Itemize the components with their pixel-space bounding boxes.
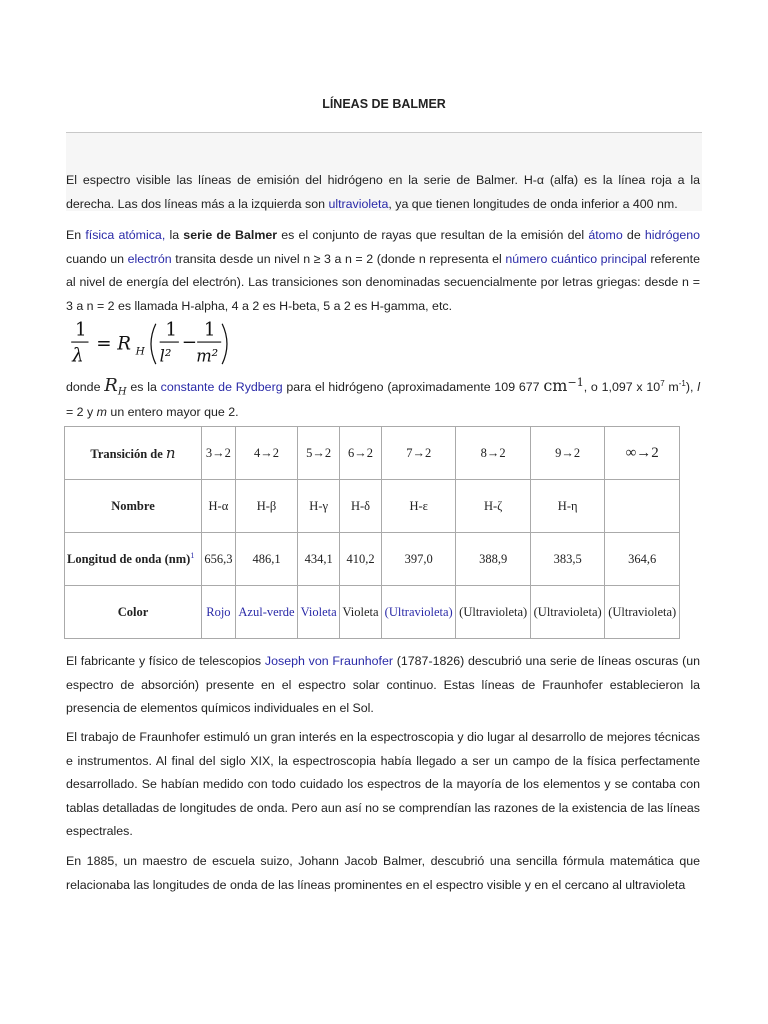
table-cell: 5→2	[298, 427, 340, 480]
intro-text: de	[622, 228, 645, 242]
table-cell: ∞→2	[605, 427, 680, 480]
color-link-violeta[interactable]: Violeta	[298, 586, 340, 639]
row-header-color: Color	[65, 586, 202, 639]
link-numero-cuantico[interactable]: número cuántico principal	[505, 251, 647, 266]
table-cell: H-γ	[298, 480, 340, 533]
intro-bold-term: serie de Balmer	[183, 228, 278, 242]
table-cell: (Ultravioleta)	[456, 586, 530, 639]
balmer-1885-paragraph: En 1885, un maestro de escuela suizo, Johann Jacob Balmer, descubrió una sencilla fórmula matemática que relacionaba las longitudes de onda de las líneas prominentes en el espectro visible y en el cercano al ultravioleta	[66, 854, 700, 892]
intro-text: la	[165, 228, 184, 242]
table-cell: 9→2	[530, 427, 604, 480]
table-cell: 388,9	[456, 533, 530, 586]
rh-subscript: H	[117, 386, 127, 398]
formula-minus: −	[181, 331, 198, 353]
rydberg-text: m	[664, 380, 679, 394]
table-cell: Violeta	[340, 586, 382, 639]
fraunhofer-text: El fabricante y físico de telescopios	[66, 654, 265, 668]
image-caption	[66, 169, 700, 216]
table-cell: H-β	[235, 480, 297, 533]
formula-l2: l²	[159, 346, 172, 366]
table-row-transicion	[65, 427, 680, 480]
rydberg-text: un entero mayor que 2.	[106, 405, 239, 420]
color-link-rojo[interactable]: Rojo	[202, 586, 236, 639]
link-hidrogeno[interactable]: hidrógeno	[644, 228, 701, 242]
intro-paragraph	[66, 224, 700, 318]
page-title: LÍNEAS DE BALMER	[322, 97, 446, 111]
rydberg-text: es la	[126, 380, 161, 394]
table-cell: H-δ	[340, 480, 382, 533]
trabajo-paragraph: El trabajo de Fraunhofer estimuló un gran interés en la espectroscopia y dio lugar al desarrollo de mejores técnicas e instrumentos. Al final del siglo XIX, la espectroscopia había llegado a ser un campo de la física perfectamente desarrollado. Se habían medido con todo cuidado los espectros de la mayoría de los elementos y se contaba con tablas detalladas de longitudes de onda. Pero aun así no se comprendían las razones de la existencia de las líneas espectrales.	[66, 730, 700, 838]
rydberg-text: donde	[66, 380, 105, 394]
table-cell: 6→2	[340, 427, 382, 480]
fraunhofer-text: (1787-1826) descubrió una serie de líneas oscuras (un espectro de absorción) presente en el espectro solar continuo. Estas líneas de Fraunhofer establecieron la presencia de elementos químicos individuales en el Sol.	[66, 654, 700, 715]
link-ultravioleta[interactable]: ultravioleta	[328, 196, 389, 211]
formula-rh-sub: H	[135, 345, 145, 358]
table-cell: H-ε	[381, 480, 455, 533]
color-link-ultravioleta[interactable]: (Ultravioleta)	[381, 586, 455, 639]
table-cell: H-η	[530, 480, 604, 533]
var-l: l	[697, 380, 701, 394]
row-header-nombre: Nombre	[65, 480, 202, 533]
table-cell: (Ultravioleta)	[530, 586, 604, 639]
rydberg-text: ),	[685, 380, 698, 394]
table-cell: 3→2	[202, 427, 236, 480]
table-cell	[605, 480, 680, 533]
row-header-label: Transición de	[90, 447, 166, 461]
table-cell: H-α	[202, 480, 236, 533]
var-n: n	[165, 444, 176, 462]
rydberg-text: para el hidrógeno (aproximadamente 109 677	[282, 380, 544, 394]
exponent-minus-1: -1	[678, 378, 686, 388]
table-cell: 364,6	[605, 533, 680, 586]
formula-lambda: λ	[72, 345, 84, 367]
rydberg-formula	[66, 318, 236, 368]
table-cell: 8→2	[456, 427, 530, 480]
intro-text: transita desde un nivel n ≥ 3 a n = 2 (donde n representa el	[171, 251, 506, 266]
row-header-label: Longitud de onda (nm)	[67, 551, 191, 566]
table-cell: 410,2	[340, 533, 382, 586]
table-cell: 486,1	[235, 533, 297, 586]
table-cell: H-ζ	[456, 480, 530, 533]
table-cell: 397,0	[381, 533, 455, 586]
rydberg-paragraph	[66, 375, 700, 423]
table-cell: (Ultravioleta)	[605, 586, 680, 639]
table-row-longitud	[65, 533, 680, 586]
formula-numerator: 1	[75, 319, 87, 341]
table-cell: 434,1	[298, 533, 340, 586]
color-link-azul-verde[interactable]: Azul-verde	[235, 586, 297, 639]
intro-text: es el conjunto de rayas que resultan de la emisión del	[277, 228, 589, 242]
fraunhofer-paragraph	[66, 650, 700, 721]
table-cell: 7→2	[381, 427, 455, 480]
link-constante-rydberg[interactable]: constante de Rydberg	[160, 380, 283, 394]
balmer-series-table	[64, 426, 680, 639]
unit-cm: cm	[543, 376, 568, 395]
caption-text-end: , ya que tienen longitudes de onda inferior a 400 nm.	[388, 196, 678, 211]
link-fraunhofer[interactable]: Joseph von Fraunhofer	[264, 654, 393, 668]
reference-link[interactable]: 1	[190, 550, 195, 560]
intro-text: referente al nivel de energía del electrón). Las transiciones son denominadas secuencialmente por letras griegas: desde n = 3 a n = 2 es llamada H-alpha, 4 a 2 es H-beta, 5 a 2 es H-gamma, etc.	[66, 251, 700, 313]
table-cell: 656,3	[202, 533, 236, 586]
formula-numerator-2: 1	[165, 319, 178, 341]
link-electron[interactable]: electrón	[127, 251, 172, 266]
var-m: m	[96, 405, 107, 420]
exponent-7: 7	[660, 378, 665, 388]
table-cell: 383,5	[530, 533, 604, 586]
table-cell: 4→2	[235, 427, 297, 480]
formula-m2: m²	[196, 346, 219, 366]
table-row-nombre	[65, 480, 680, 533]
formula-numerator-3: 1	[203, 319, 216, 341]
formula-rh: = R	[96, 333, 132, 355]
intro-text: En	[66, 228, 86, 242]
link-atomo[interactable]: átomo	[588, 228, 623, 242]
row-header-transicion	[65, 427, 202, 480]
rh-symbol: R	[104, 375, 118, 396]
row-header-longitud	[65, 533, 202, 586]
rydberg-text: , o 1,097 x 10	[583, 380, 661, 394]
table-row-color	[65, 586, 680, 639]
rydberg-text: = 2 y	[66, 405, 97, 420]
intro-text: cuando un	[66, 251, 128, 266]
unit-exponent: −1	[567, 375, 584, 389]
link-fisica-atomica[interactable]: física atómica,	[85, 228, 166, 242]
caption-text: El espectro visible las líneas de emisión del hidrógeno en la serie de Balmer. H-α (alfa) es la línea roja a la derecha. Las dos líneas más a la izquierda son	[66, 173, 700, 211]
